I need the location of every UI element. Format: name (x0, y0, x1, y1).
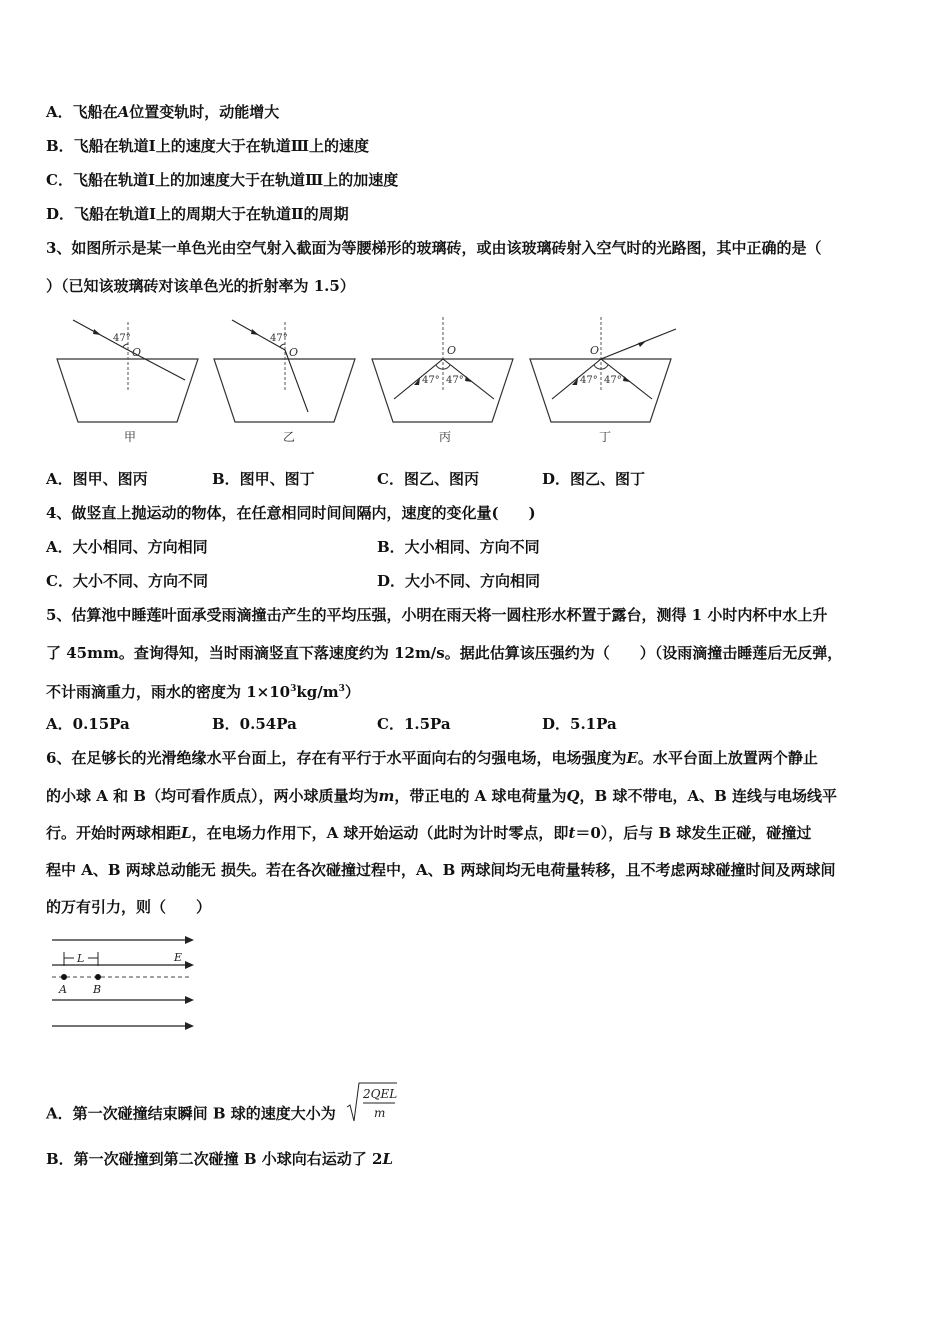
angle-label-left: 47° (422, 375, 440, 386)
q3-option-a: A．图甲、图丙 (46, 470, 148, 488)
angle-arc (280, 344, 285, 347)
q4-option-a: A．大小相同、方向相同 (46, 538, 208, 556)
point-o-label: O (132, 346, 142, 359)
q6-stem-line5: 的万有引力，则（ ） (46, 898, 212, 916)
angle-label: 47° (270, 333, 288, 344)
field-arrow (185, 936, 194, 944)
q2-option-c: C．飞船在轨道Ⅰ上的加速度大于在轨道Ⅲ上的加速度 (46, 171, 399, 189)
q3-figure-jia (55, 312, 205, 447)
ray-arrow (623, 376, 630, 382)
q5-option-a: A．0.15Pa (46, 715, 130, 733)
q5-option-d: D．5.1Pa (542, 715, 617, 733)
q5-stem-line1: 5、估算池中睡莲叶面承受雨滴撞击产生的平均压强，小明在雨天将一圆柱形水杯置于露台，测得 1 小时内杯中水上升 (46, 606, 828, 624)
q4-option-c: C．大小不同、方向不同 (46, 572, 208, 590)
q3-option-b: B．图甲、图丁 (212, 470, 315, 488)
point-o-label: O (590, 344, 600, 357)
q3-figure-yi (212, 312, 362, 447)
fraction-numerator: 2QEL (363, 1087, 398, 1101)
sqrt-expression (345, 1079, 399, 1130)
field-arrow (185, 996, 194, 1004)
point-o-label: O (447, 344, 457, 357)
q3-fig-label-bing: 丙 (439, 430, 452, 444)
q5-option-c: C．1.5Pa (377, 715, 451, 733)
field-label: E (174, 951, 183, 964)
q3-option-d: D．图乙、图丁 (542, 470, 646, 488)
ray-arrow (93, 329, 101, 335)
ball-b-label: B (93, 983, 102, 996)
ray-arrow (638, 341, 646, 347)
q5-stem-line2: 了 45mm。查询得知，当时雨滴竖直下落速度约为 12m/s。据此估算该压强约为（ ）（设雨滴撞击睡莲后无反弹， (46, 644, 843, 662)
field-arrow (185, 1022, 194, 1030)
angle-label: 47° (113, 333, 131, 344)
fraction-denominator: m (374, 1106, 386, 1120)
q6-stem-line3: 行。开始时两球相距L，在电场力作用下，A 球开始运动（此时为计时零点，即t＝0），后与 B 球发生正碰，碰撞过 (46, 824, 812, 842)
distance-label: L (77, 952, 85, 965)
q3-fig-label-yi: 乙 (283, 430, 296, 444)
q4-option-d: D．大小不同、方向相同 (377, 572, 541, 590)
q4-stem: 4、做竖直上抛运动的物体，在任意相同时间间隔内，速度的变化量( ) (46, 504, 536, 522)
q6-stem-line1: 6、在足够长的光滑绝缘水平台面上，存在有平行于水平面向右的匀强电场，电场强度为E。水平台面上放置两个静止 (46, 749, 818, 767)
q3-figure-bing (370, 312, 520, 447)
q3-figure-ding (528, 312, 688, 447)
q3-option-c: C．图乙、图丙 (377, 470, 479, 488)
angle-arc (123, 344, 128, 347)
ray-arrow (465, 376, 472, 382)
q6-option-b: B．第一次碰撞到第二次碰撞 B 小球向右运动了 2L (46, 1150, 394, 1168)
q3-fig-label-ding: 丁 (599, 430, 612, 444)
q6-electric-field-figure (50, 928, 200, 1036)
angle-label-right: 47° (446, 375, 464, 386)
q3-stem-line2: ）（已知该玻璃砖对该单色光的折射率为 1.5） (46, 277, 355, 295)
angle-label-left: 47° (580, 375, 598, 386)
ball-b (95, 974, 101, 980)
sqrt-sign (345, 1079, 399, 1125)
ray-arrow (251, 329, 259, 335)
q6-stem-line2: 的小球 A 和 B（均可看作质点），两小球质量均为m，带正电的 A 球电荷量为Q，B 球不带电，A、B 连线与电场线平 (46, 787, 837, 805)
field-arrow (185, 961, 194, 969)
q3-stem-line1: 3、如图所示是某一单色光由空气射入截面为等腰梯形的玻璃砖，或由该玻璃砖射入空气时的光路图，其中正确的是（ (46, 239, 822, 257)
ball-a-label: A (59, 983, 67, 996)
q2-option-b: B．飞船在轨道Ⅰ上的速度大于在轨道Ⅲ上的速度 (46, 137, 369, 155)
q4-option-b: B．大小相同、方向不同 (377, 538, 540, 556)
q6-option-a: A．第一次碰撞结束瞬间 B 球的速度大小为 2QEL m (46, 1089, 399, 1140)
q3-fig-label-jia: 甲 (124, 430, 137, 444)
q2-option-d: D．飞船在轨道Ⅰ上的周期大于在轨道Ⅱ的周期 (46, 205, 349, 223)
q5-stem-line3: 不计雨滴重力，雨水的密度为 $1\times 10^3kg/m^3$） (46, 683, 360, 701)
q6-stem-line4: 程中 A、B 两球总动能无 损失。若在各次碰撞过程中，A、B 两球间均无电荷量转移，且不考虑两球碰撞时间及两球间 (46, 861, 836, 879)
q2-option-a: A．飞船在A位置变轨时，动能增大 (46, 103, 280, 121)
q5-option-b: B．0.54Pa (212, 715, 297, 733)
ball-a (61, 974, 67, 980)
angle-label-right: 47° (604, 375, 622, 386)
point-o-label: O (289, 346, 299, 359)
